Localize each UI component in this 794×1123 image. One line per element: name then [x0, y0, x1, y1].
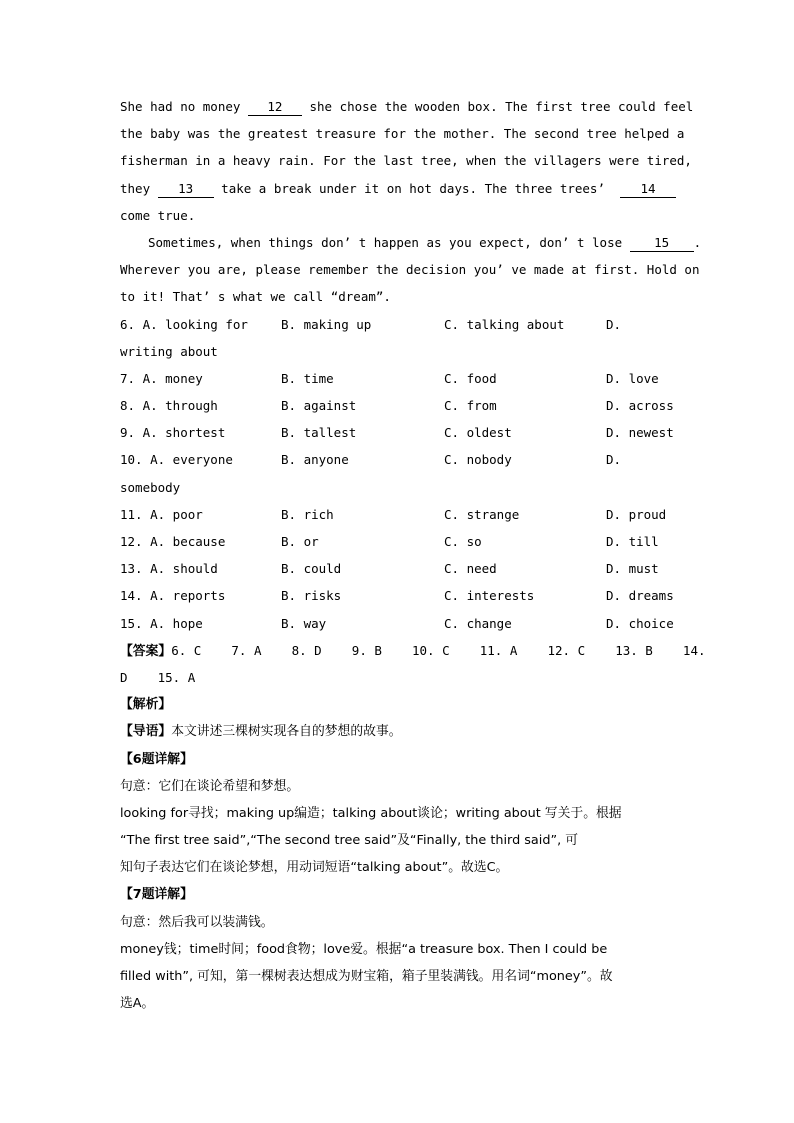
option-c: C. food: [444, 370, 497, 386]
option-a: 8. A. through: [120, 398, 218, 414]
option-c: C. from: [444, 398, 497, 414]
guide-label: 【导语】: [120, 724, 172, 740]
option-b: B. tallest: [281, 425, 357, 441]
passage-text: Sometimes, when things don’ t happen as you expect, don’ t lose: [148, 234, 630, 250]
option-a: 7. A. money: [120, 370, 203, 386]
answer-line: D 15. A: [120, 669, 196, 685]
guide-text: 本文讲述三棵树实现各自的梦想的故事。: [171, 724, 402, 740]
passage-line: Wherever you are, please remember the decision you’ ve made at first. Hold on: [120, 262, 700, 278]
passage-line: come true.: [120, 207, 196, 223]
option-b: B. could: [281, 561, 342, 577]
q7-explanation: 选A。: [120, 996, 155, 1012]
option-c: C. change: [444, 615, 512, 631]
option-b: B. making up: [281, 316, 372, 332]
option-b: B. anyone: [281, 452, 349, 468]
option-row: [120, 501, 676, 528]
option-c: C. talking about: [444, 316, 565, 332]
option-c: C. so: [444, 534, 482, 549]
passage-line: [120, 229, 702, 256]
option-a: 14. A. reports: [120, 588, 226, 604]
option-a: 12. A. because: [120, 534, 226, 549]
blank-15: 15: [630, 235, 694, 252]
option-row: [120, 582, 676, 609]
option-d: D. love: [606, 370, 659, 386]
option-c: C. strange: [444, 506, 520, 522]
analysis-title: 【解析】: [120, 697, 172, 713]
option-a: 10. A. everyone: [120, 452, 233, 468]
q6-explanation: “The first tree said”,“The second tree said”及“Finally, the third said”, 可: [120, 833, 579, 849]
option-row: [120, 311, 676, 338]
option-a: 9. A. shortest: [120, 425, 226, 441]
option-b: B. against: [281, 398, 357, 414]
option-a: 11. A. poor: [120, 506, 203, 522]
passage-line: [120, 175, 676, 202]
option-c: C. nobody: [444, 452, 512, 468]
q6-meaning: 句意：它们在谈论希望和梦想。: [120, 778, 300, 794]
document-page: [120, 93, 706, 1017]
answer-line: [120, 637, 706, 664]
option-d: D. must: [606, 561, 659, 577]
option-c: C. need: [444, 561, 497, 577]
q7-meaning: 句意：然后我可以装满钱。: [120, 914, 274, 930]
q7-explanation: money钱；time时间；food食物；love爱。根据“a treasure box. Then I could be: [120, 941, 608, 957]
answer-label: 【答案】: [120, 643, 172, 659]
option-c: C. interests: [444, 588, 535, 604]
blank-13: 13: [158, 181, 214, 198]
option-row: [120, 555, 676, 582]
passage-line: to it! That’ s what we call “dream”.: [120, 289, 391, 305]
q7-title: 【7题详解】: [120, 887, 193, 903]
option-b: B. way: [281, 615, 327, 631]
option-a: 6. A. looking for: [120, 316, 248, 332]
passage-text: She had no money: [120, 99, 248, 114]
option-d: D.: [606, 316, 622, 332]
q7-explanation: filled with”, 可知，第一棵树表达想成为财宝箱，箱子里装满钱。用名词“money”。故: [120, 969, 613, 984]
option-d: D. till: [606, 534, 659, 549]
option-row: [120, 446, 676, 473]
passage-line: fisherman in a heavy rain. For the last tree, when the villagers were tired,: [120, 153, 692, 169]
guide-line: [120, 718, 676, 745]
option-a: 13. A. should: [120, 561, 218, 577]
passage-text: take a break under it on hot days. The three trees’: [213, 180, 621, 196]
answer-values: 6. C 7. A 8. D 9. B 10. C 11. A 12. C 13. B 14.: [171, 642, 706, 658]
q6-explanation: 知句子表达它们在谈论梦想，用动词短语“talking about”。故选C。: [120, 860, 509, 876]
option-row: [120, 610, 676, 637]
option-b: B. or: [281, 534, 319, 549]
q6-explanation: looking for寻找；making up编造；talking about谈论；writing about 写关于。根据: [120, 805, 622, 821]
option-wrap: writing about: [120, 343, 218, 359]
options-list: [120, 311, 676, 637]
passage-line: the baby was the greatest treasure for the mother. The second tree helped a: [120, 126, 685, 142]
option-b: B. rich: [281, 506, 334, 522]
option-row: [120, 365, 676, 392]
blank-12: 12: [248, 99, 302, 116]
option-b: B. risks: [281, 588, 342, 604]
option-d: D. across: [606, 398, 674, 414]
passage-text: she chose the wooden box. The first tree could feel: [301, 99, 694, 114]
q6-title: 【6题详解】: [120, 751, 193, 767]
option-a: 15. A. hope: [120, 615, 203, 631]
option-b: B. time: [281, 370, 334, 386]
option-row: [120, 419, 676, 446]
option-row: [120, 392, 676, 419]
passage-line: [120, 93, 694, 120]
passage-text: they: [120, 180, 158, 196]
blank-14: 14: [620, 181, 676, 198]
option-d: D. newest: [606, 425, 674, 441]
option-d: D.: [606, 452, 622, 468]
option-c: C. oldest: [444, 425, 512, 441]
option-d: D. proud: [606, 506, 667, 522]
option-wrap: somebody: [120, 479, 181, 495]
passage-text: .: [693, 234, 702, 250]
option-d: D. dreams: [606, 588, 674, 604]
option-d: D. choice: [606, 615, 674, 631]
option-row: [120, 528, 676, 555]
